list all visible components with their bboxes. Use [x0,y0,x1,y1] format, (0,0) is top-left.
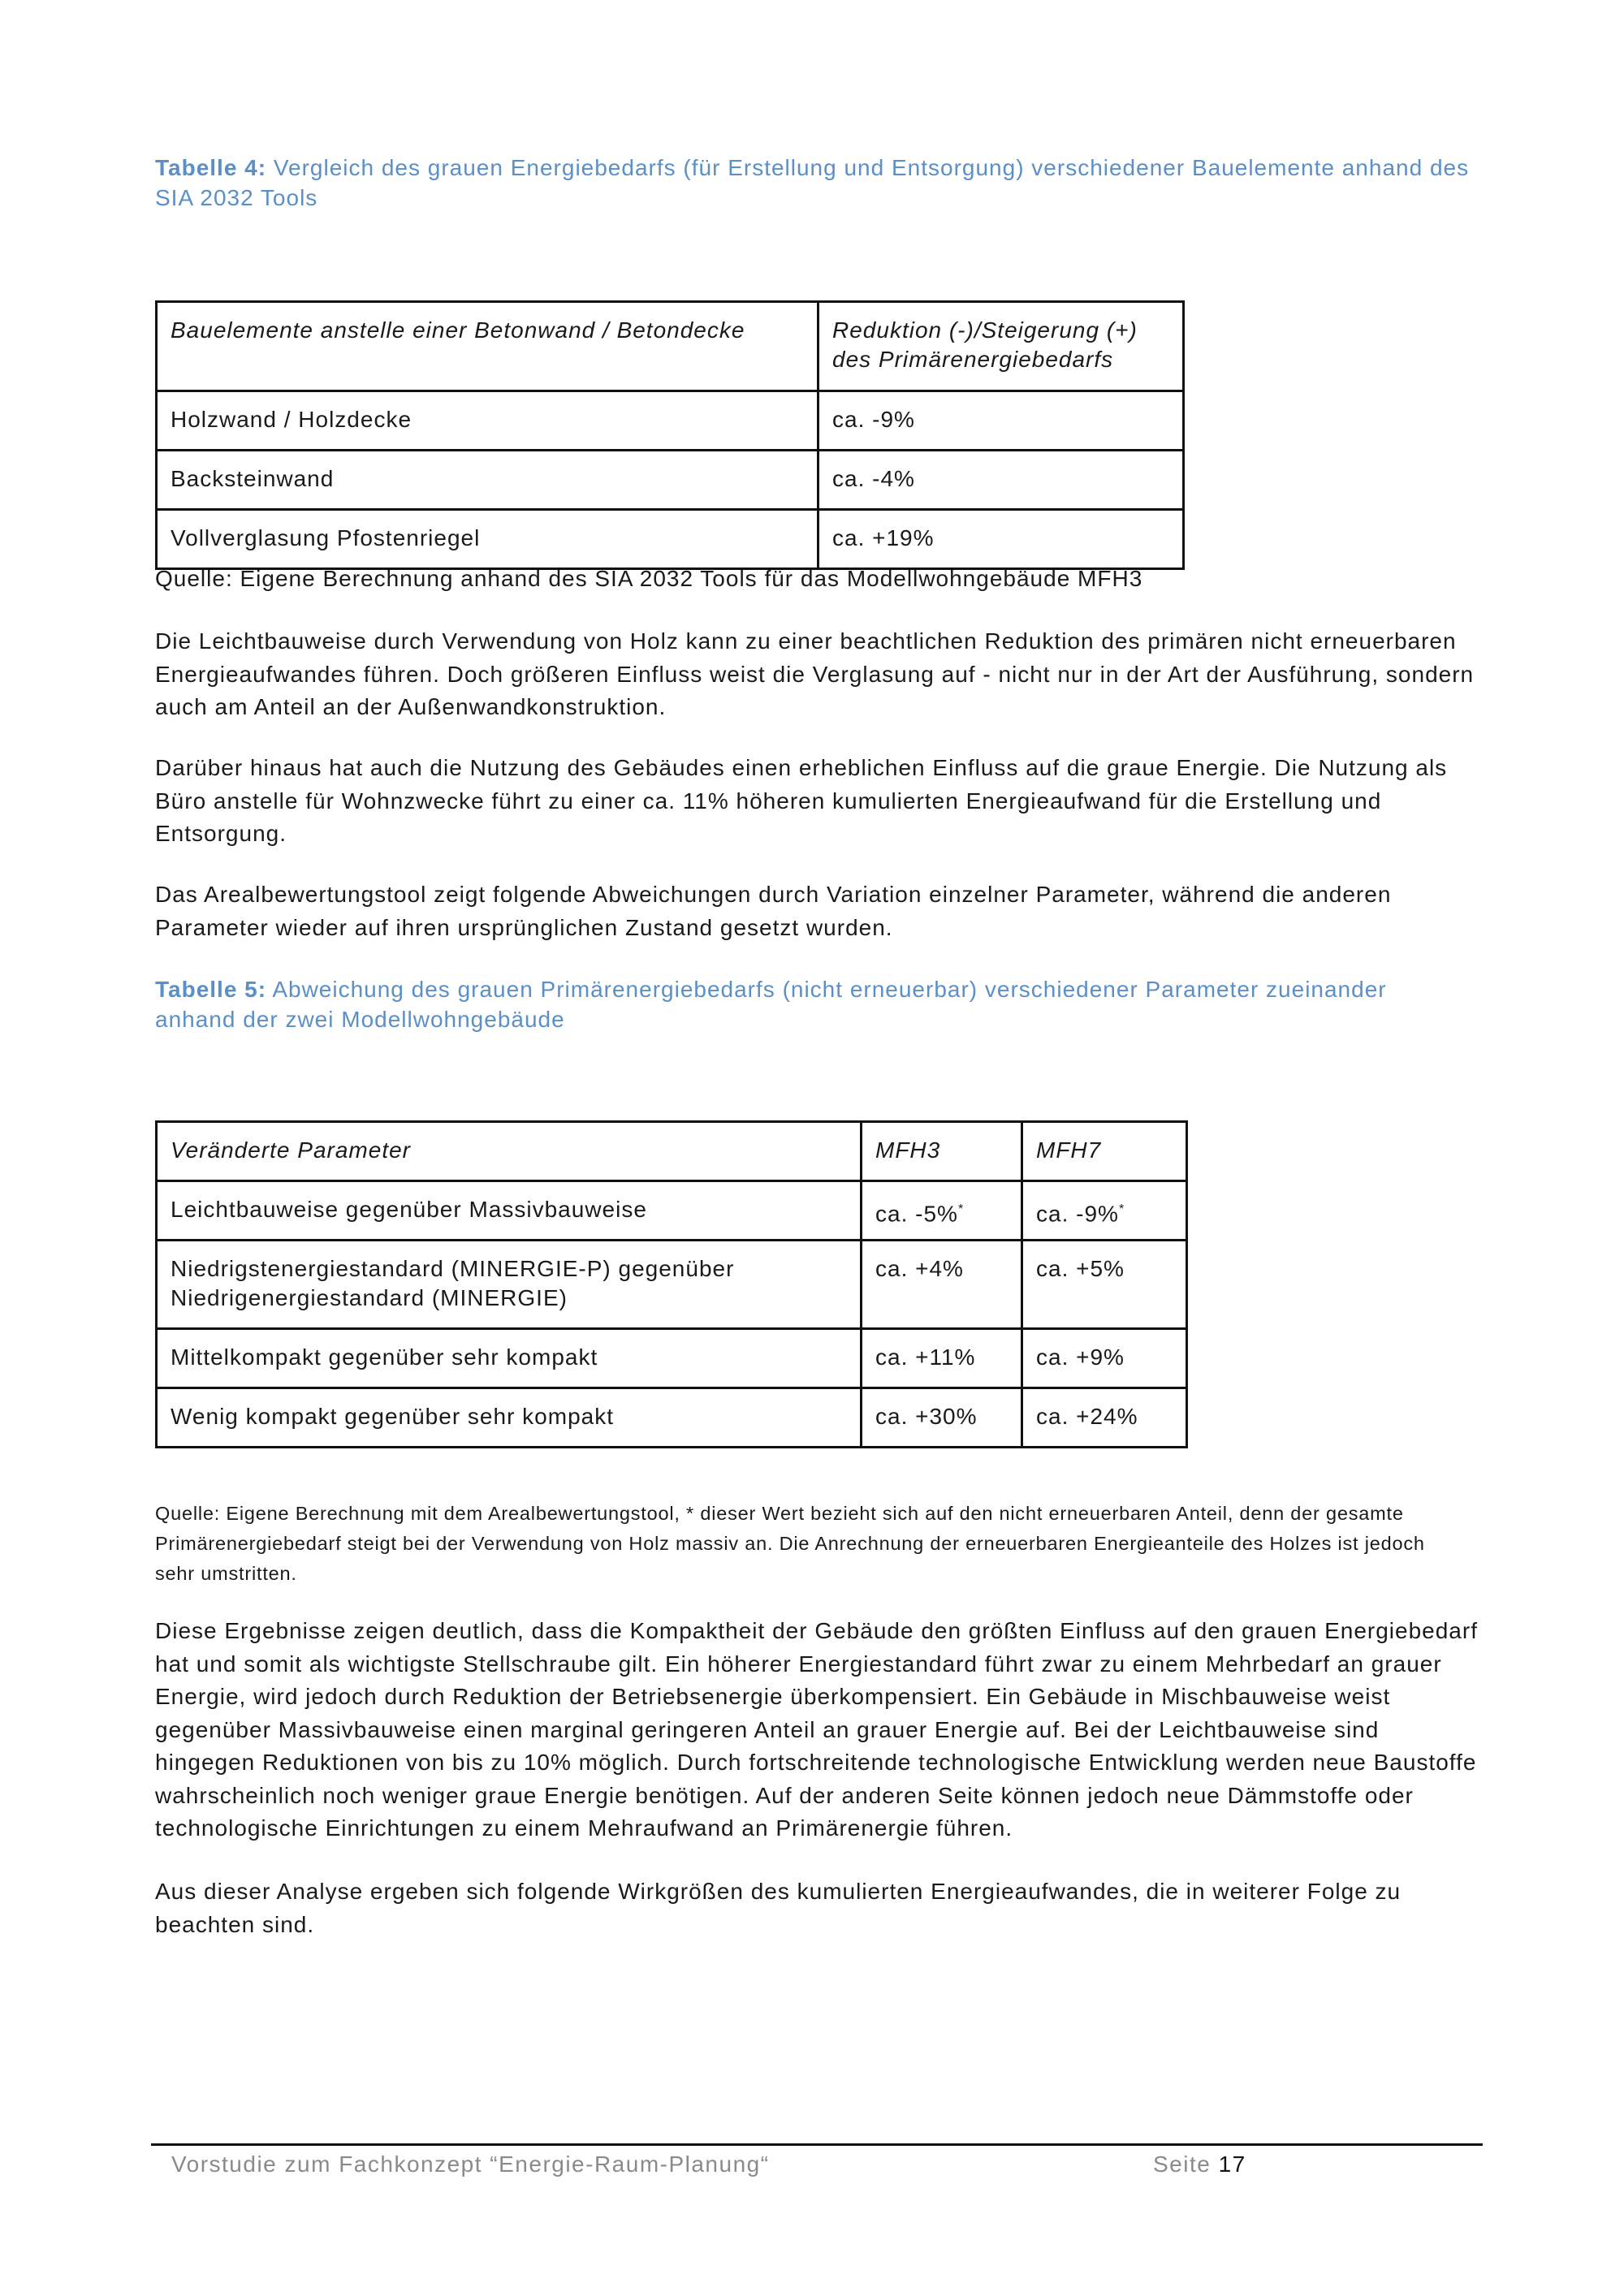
table5-header-row [157,1122,1187,1181]
table-cell: ca. +4% [862,1241,1022,1329]
table4-label: Tabelle 4: [155,155,267,180]
table-cell-value: ca. -5% [875,1201,958,1227]
table-cell: ca. +11% [862,1329,1022,1388]
table-row [157,1181,1187,1241]
paragraph: Diese Ergebnisse zeigen deutlich, dass die Kompaktheit der Gebäude den größten Einfluss auf den grauen Energiebedarf hat und somit als wichtigste Stellschraube gilt. Ein höherer Energiestandard führt zwar zu einem Mehrbedarf an grauer Energie, wird jedoch durch Reduktion der Betriebsenergie überkompensiert. Ein Gebäude in Mischbauweise weist gegenüber Massivbauweise einen marginal geringeren Anteil an grauer Energie auf. Bei der Leichtbauweise sind hingegen Reduktionen von bis zu 10% möglich. Durch fortschreitende technologische Entwicklung werden neue Baustoffe wahrscheinlich noch weniger graue Energie benötigen. Auf der anderen Seite können jedoch neue Dämmstoffe oder technologische Einrichtungen zu einem Mehraufwand an Primärenergie führen. [155,1618,1478,1841]
table5-header-cell: MFH3 [862,1122,1022,1181]
table-row [157,1388,1187,1448]
table5 [155,1120,1188,1448]
table-row [157,451,1184,510]
table-row [157,510,1184,569]
table-cell: ca. +24% [1022,1388,1187,1448]
footnote-mark: * [1118,1202,1125,1216]
table-cell: Leichtbauweise gegenüber Massivbauweise [157,1181,862,1241]
table-cell: Niedrigstenergiestandard (MINERGIE-P) gegenüber Niedrigenergiestandard (MINERGIE) [157,1241,862,1329]
table-cell: ca. +9% [1022,1329,1187,1388]
table-row [157,391,1184,451]
table-cell: ca. -9% [818,391,1184,451]
table4-caption-text: Vergleich des grauen Energiebedarfs (für Erstellung und Entsorgung) verschiedener Bauelemente anhand des SIA 2032 Tools [155,155,1470,210]
paragraph: Aus dieser Analyse ergeben sich folgende Wirkgrößen des kumulierten Energieaufwandes, die in weiterer Folge zu beachten sind. [155,1879,1402,1937]
footer-title: Vorstudie zum Fachkonzept “Energie-Raum-Planung“ [171,2151,770,2177]
table-row [157,1241,1187,1329]
table5-source: Quelle: Eigene Berechnung mit dem Arealbewertungstool, * dieser Wert bezieht sich auf den nicht erneuerbaren Anteil, denn der gesamte Primärenergiebedarf steigt bei der Verwendung von Holz massiv an. Die Anrechnung der erneuerbaren Energieanteile des Holzes ist jedoch sehr umstritten. [155,1503,1425,1584]
table-cell-value: ca. -9% [1036,1201,1119,1227]
table4 [155,300,1185,570]
page-number [1153,2151,1246,2177]
table5-header-cell: MFH7 [1022,1122,1187,1181]
table-cell: Vollverglasung Pfostenriegel [157,510,818,569]
table-cell: Wenig kompakt gegenüber sehr kompakt [157,1388,862,1448]
table4-source: Quelle: Eigene Berechnung anhand des SIA 2032 Tools für das Modellwohngebäude MFH3 [155,566,1143,591]
table-cell: Backsteinwand [157,451,818,510]
page-label: Seite [1153,2151,1212,2177]
table5-header-cell: Veränderte Parameter [157,1122,862,1181]
table-cell [862,1181,1022,1241]
footnote-mark: * [957,1202,965,1216]
paragraph: Die Leichtbauweise durch Verwendung von Holz kann zu einer beachtlichen Reduktion des primären nicht erneuerbaren Energieaufwandes führen. Doch größeren Einfluss weist die Verglasung auf - nicht nur in der Art der Ausführung, sondern auch am Anteil an der Außenwandkonstruktion. [155,628,1475,719]
table-cell: ca. +5% [1022,1241,1187,1329]
table4-header-row [157,302,1184,391]
footer-divider [151,2143,1483,2146]
table-row [157,1329,1187,1388]
table-cell: ca. +19% [818,510,1184,569]
paragraph: Das Arealbewertungstool zeigt folgende Abweichungen durch Variation einzelner Parameter, während die anderen Parameter wieder auf ihren ursprünglichen Zustand gesetzt wurden. [155,882,1392,940]
table5-caption-text: Abweichung des grauen Primärenergiebedarfs (nicht erneuerbar) verschiedener Parameter zueinander anhand der zwei Modellwohngebäude [155,977,1387,1032]
table-cell [1022,1181,1187,1241]
paragraph: Darüber hinaus hat auch die Nutzung des Gebäudes einen erheblichen Einfluss auf die graue Energie. Die Nutzung als Büro anstelle für Wohnzwecke führt zu einer ca. 11% höheren kumulierten Energieaufwand für die Erstellung und Entsorgung. [155,755,1448,846]
table-cell: Mittelkompakt gegenüber sehr kompakt [157,1329,862,1388]
table-cell: Holzwand / Holzdecke [157,391,818,451]
table4-header-cell: Reduktion (-)/Steigerung (+) des Primärenergiebedarfs [818,302,1184,391]
table-cell: ca. -4% [818,451,1184,510]
table4-caption [155,153,1471,213]
table5-caption [155,974,1471,1034]
table5-label: Tabelle 5: [155,977,267,1002]
table-cell: ca. +30% [862,1388,1022,1448]
table4-header-cell: Bauelemente anstelle einer Betonwand / Betondecke [157,302,818,391]
page-number-value: 17 [1218,2151,1246,2177]
